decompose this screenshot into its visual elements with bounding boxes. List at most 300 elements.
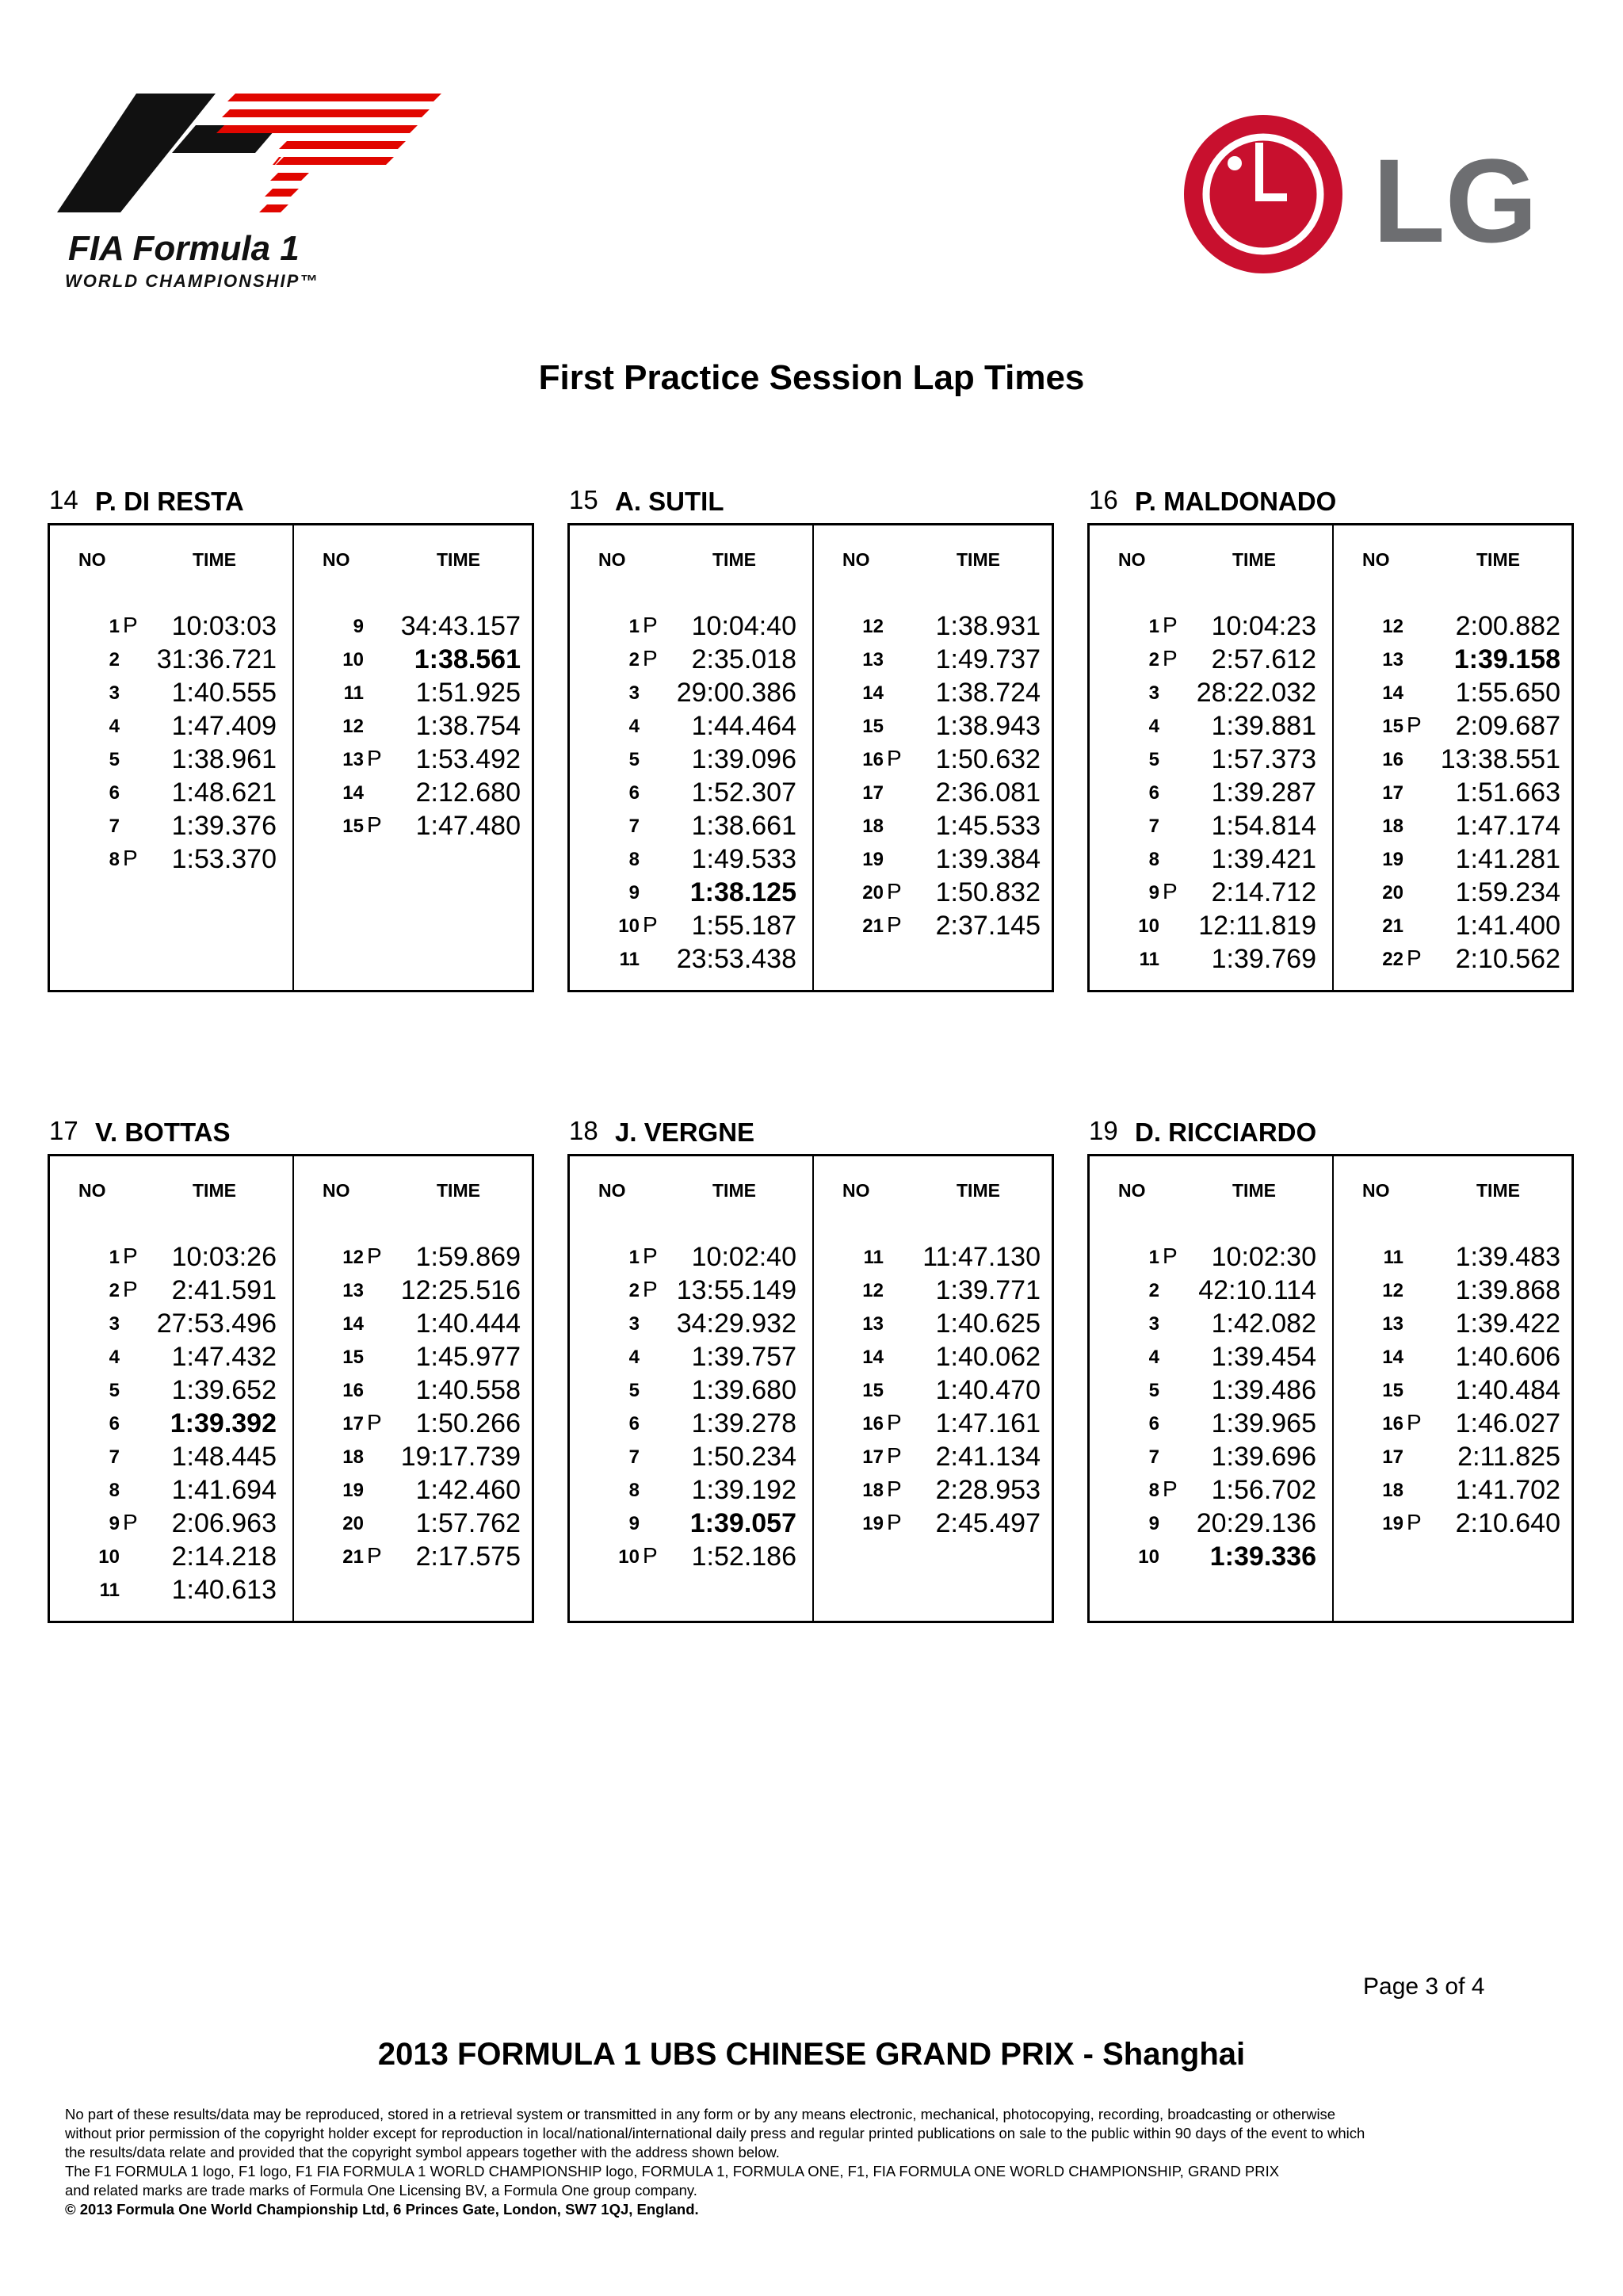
copyright-line: © 2013 Formula One World Championship Ltd, 6 Princes Gate, London, SW7 1QJ, England. [65,2201,699,2218]
lap-time: 2:06.963 [171,1508,277,1538]
lap-row [1334,744,1576,777]
lap-time: 2:45.497 [935,1508,1041,1538]
lap-row [570,1342,812,1375]
lap-row [294,1508,537,1541]
lap-number: 3 [628,1313,640,1335]
lap-time: 1:39.486 [1211,1375,1316,1405]
lap-row [570,1308,812,1342]
lap-number: 9 [1148,1513,1159,1534]
lap-number: 15 [1382,716,1403,737]
lap-number: 3 [1148,682,1159,704]
lap-number: 21 [342,1546,364,1568]
lap-time: 1:59.234 [1455,877,1560,907]
lap-time: 1:45.977 [415,1342,521,1372]
lap-row [814,777,1056,811]
lap-row [570,1408,812,1442]
driver-name: A. SUTIL [615,487,724,516]
lap-number: 8 [628,1480,640,1501]
header-no: NO [842,549,870,570]
lap-number: 19 [1382,849,1403,870]
lap-number: 14 [1382,682,1403,704]
lap-time: 1:47.161 [935,1408,1041,1438]
lap-time: 1:39.454 [1211,1342,1316,1372]
lap-rows [570,1242,812,1575]
lap-rows [50,611,292,877]
lap-row [570,1475,812,1508]
lap-time: 1:40.062 [935,1342,1041,1372]
lap-time: 2:37.145 [935,911,1041,941]
lap-time: 1:40.625 [935,1308,1041,1339]
lap-rows [814,1242,1056,1541]
lap-row [1334,777,1576,811]
lap-number: 9 [628,882,640,904]
lap-row [294,644,537,678]
lap-number: 3 [109,1313,120,1335]
lap-time: 1:59.869 [415,1242,521,1272]
lap-row [814,1375,1056,1408]
lap-row [814,911,1056,944]
lap-number: 16 [862,1413,884,1435]
lap-number: 11 [343,682,364,704]
header-time: TIME [957,1180,1000,1201]
lap-time: 1:40.555 [171,678,277,708]
lap-time: 2:12.680 [415,777,521,808]
lap-time: 1:39.757 [691,1342,796,1372]
driver-number: 19 [1089,1116,1118,1145]
lap-number: 4 [628,716,640,737]
lap-number: 18 [1382,816,1403,837]
lap-number: 9 [628,1513,640,1534]
lap-number: 13 [1382,649,1403,670]
lap-number: 6 [1148,782,1159,804]
lap-times-table [48,1154,534,1623]
lap-number: 8 [1148,849,1159,870]
lap-number: 14 [862,1347,884,1368]
lap-row [570,844,812,877]
lap-time: 1:39.376 [171,811,277,841]
lap-time: 1:40.484 [1455,1375,1560,1405]
lap-time: 2:10.562 [1455,944,1560,974]
lap-row [50,1408,292,1442]
lap-number: 4 [1148,1347,1159,1368]
lap-time: 1:39.696 [1211,1442,1316,1472]
lap-time: 1:41.400 [1455,911,1560,941]
lap-row [814,1275,1056,1308]
pit-marker: P [1163,1477,1178,1501]
lap-time: 28:22.032 [1196,678,1316,708]
pit-marker: P [1163,646,1178,670]
pit-marker: P [643,1244,658,1268]
lap-time: 1:39.868 [1455,1275,1560,1305]
header-time: TIME [712,1180,756,1201]
lap-number: 5 [1148,749,1159,770]
lap-number: 12 [1382,1280,1403,1301]
pit-marker: P [1163,613,1178,637]
lap-row [570,811,812,844]
header-no: NO [1362,1180,1390,1201]
lap-row [294,1541,537,1575]
driver-name: J. VERGNE [615,1117,755,1147]
pit-marker: P [887,1477,902,1501]
lap-time: 1:46.027 [1455,1408,1560,1438]
lap-row [50,678,292,711]
driver-block [1087,1106,1579,1572]
lap-number: 7 [628,1446,640,1468]
header-no: NO [842,1180,870,1201]
lap-time: 1:38.961 [171,744,277,774]
pit-marker: P [1407,1410,1422,1435]
lap-number: 12 [862,1280,884,1301]
lap-time: 1:53.370 [171,844,277,874]
f1-logo-subtitle: WORLD CHAMPIONSHIP™ [65,271,319,291]
best-lap-time: 1:38.125 [689,877,796,907]
lap-row [1334,1375,1576,1408]
lap-row [1334,1442,1576,1475]
header-no: NO [1362,549,1390,570]
lap-row [50,844,292,877]
lap-number: 16 [1382,749,1403,770]
lap-number: 10 [618,915,640,937]
lap-row [294,711,537,744]
lap-row [294,744,537,777]
lap-time: 1:42.082 [1211,1308,1316,1339]
lap-time: 2:11.825 [1457,1442,1560,1472]
lap-time: 1:41.694 [171,1475,277,1505]
lap-number: 18 [1382,1480,1403,1501]
driver-number: 16 [1089,485,1118,514]
pit-marker: P [643,1277,658,1301]
lap-rows [1090,1242,1332,1575]
lap-time: 1:47.432 [171,1342,277,1372]
lap-row [814,811,1056,844]
best-lap-time: 1:39.392 [170,1408,277,1438]
lap-time: 10:04:40 [691,611,796,641]
lap-row [570,944,812,977]
lap-time: 1:49.533 [691,844,796,874]
lap-row [294,1408,537,1442]
header-time: TIME [1476,1180,1520,1201]
lap-row [570,1275,812,1308]
lap-number: 19 [862,849,884,870]
lap-time: 1:50.234 [691,1442,796,1472]
lap-row [1334,1275,1576,1308]
lap-row [1090,1541,1332,1575]
lap-time: 1:50.632 [935,744,1041,774]
lap-number: 3 [109,682,120,704]
lap-row [814,644,1056,678]
lap-row [1090,911,1332,944]
lap-time: 1:40.558 [415,1375,521,1405]
driver-number: 15 [569,485,598,514]
lap-time: 1:56.702 [1211,1475,1316,1505]
lap-time: 1:55.187 [691,911,796,941]
lap-row [50,811,292,844]
lap-rows [1334,611,1576,977]
lap-row [1334,844,1576,877]
lap-number: 14 [1382,1347,1403,1368]
lap-row [50,1275,292,1308]
lap-row [294,1308,537,1342]
lap-row [814,678,1056,711]
lap-row [294,1342,537,1375]
lap-time: 10:03:03 [171,611,277,641]
lap-row [50,1541,292,1575]
lap-number: 5 [628,1380,640,1401]
lap-number: 3 [1148,1313,1159,1335]
header-time: TIME [193,549,236,570]
lap-row [50,1375,292,1408]
lap-row [814,1242,1056,1275]
lap-number: 2 [1148,649,1159,670]
lap-row [570,711,812,744]
lap-number: 12 [342,1247,364,1268]
lap-time: 1:41.281 [1455,844,1560,874]
best-lap-time: 1:39.336 [1209,1541,1316,1572]
lap-time: 2:09.687 [1455,711,1560,741]
lg-logo-text: LG [1373,134,1538,267]
disclaimer-line: without prior permission of the copyright holder except for reproduction in local/national/international daily press and regular printed publications on sale to the public within 90 days of the event to which [65,2125,1365,2141]
lap-number: 14 [342,782,364,804]
lap-time: 12:11.819 [1198,911,1316,941]
lap-time: 1:38.943 [935,711,1041,741]
lap-number: 1 [628,1247,640,1268]
lap-row [50,1308,292,1342]
lap-time: 1:40.613 [171,1575,277,1605]
lap-rows [814,611,1056,944]
lap-time: 2:00.882 [1455,611,1560,641]
lap-row [570,1541,812,1575]
lap-number: 1 [109,616,120,637]
lap-row [1090,1275,1332,1308]
lap-row [1334,1508,1576,1541]
header-time: TIME [1232,1180,1276,1201]
lap-number: 9 [353,616,364,637]
best-lap-time: 1:39.057 [689,1508,796,1538]
lap-number: 14 [862,682,884,704]
lap-number: 15 [1382,1380,1403,1401]
lap-number: 2 [109,1280,120,1301]
lap-row [50,1475,292,1508]
lap-number: 6 [109,782,120,804]
lap-time: 1:39.384 [935,844,1041,874]
f1-logo-title: FIA Formula 1 [68,229,300,268]
lap-row [1334,1342,1576,1375]
lap-number: 7 [109,816,120,837]
lap-row [1334,1308,1576,1342]
lap-number: 13 [862,649,884,670]
header-no: NO [598,1180,626,1201]
lap-number: 13 [342,1280,364,1301]
lap-number: 9 [1148,882,1159,904]
lap-time: 1:57.373 [1211,744,1316,774]
disclaimer [65,2105,1555,2219]
lap-time: 2:36.081 [935,777,1041,808]
lap-time: 1:39.287 [1211,777,1316,808]
lap-time: 27:53.496 [156,1308,277,1339]
lap-time: 29:00.386 [676,678,796,708]
lap-number: 2 [628,649,640,670]
header-no: NO [78,1180,106,1201]
lap-rows [570,611,812,977]
header-no: NO [598,549,626,570]
lap-number: 8 [628,849,640,870]
lap-number: 20 [1382,882,1403,904]
lap-number: 17 [862,782,884,804]
lap-row [1334,644,1576,678]
pit-marker: P [1407,946,1422,970]
lap-time: 1:51.663 [1455,777,1560,808]
pit-marker: P [887,1410,902,1435]
lap-row [294,1275,537,1308]
lap-row [50,1242,292,1275]
lap-time: 1:48.445 [171,1442,277,1472]
lap-row [294,1442,537,1475]
driver-name: P. DI RESTA [95,487,244,516]
lap-time: 1:47.409 [171,711,277,741]
pit-marker: P [887,1443,902,1468]
lap-number: 9 [109,1513,120,1534]
lap-number: 11 [1383,1247,1403,1268]
best-lap-time: 1:39.158 [1453,644,1560,674]
lap-time: 13:55.149 [676,1275,796,1305]
header-no: NO [323,1180,350,1201]
lap-number: 8 [109,1480,120,1501]
driver-number: 17 [49,1116,78,1145]
lap-times-table [48,523,534,992]
lap-row [814,1308,1056,1342]
lap-row [814,844,1056,877]
lap-number: 22 [1382,949,1403,970]
lap-time: 12:25.516 [400,1275,521,1305]
pit-marker: P [123,1277,138,1301]
lap-time: 1:47.480 [415,811,521,841]
lap-number: 2 [628,1280,640,1301]
lap-number: 19 [342,1480,364,1501]
lap-row [570,777,812,811]
lap-row [814,1442,1056,1475]
lap-number: 17 [342,1413,364,1435]
lap-number: 17 [862,1446,884,1468]
lap-row [50,1575,292,1608]
header-time: TIME [712,549,756,570]
lap-row [1334,1242,1576,1275]
lap-number: 13 [1382,1313,1403,1335]
lap-time: 2:57.612 [1211,644,1316,674]
lap-time: 10:02:30 [1211,1242,1316,1272]
lap-time: 20:29.136 [1196,1508,1316,1538]
lap-time: 1:39.096 [691,744,796,774]
lap-row [294,611,537,644]
lap-row [50,711,292,744]
pit-marker: P [123,1244,138,1268]
lap-number: 6 [628,1413,640,1435]
lap-time: 2:14.712 [1211,877,1316,907]
lap-times-table [1087,1154,1574,1623]
lap-number: 1 [109,1247,120,1268]
lap-number: 10 [1138,915,1159,937]
event-title: 2013 FORMULA 1 UBS CHINESE GRAND PRIX - Shanghai [377,2037,1246,2072]
lap-number: 10 [618,1546,640,1568]
lap-number: 10 [342,649,364,670]
lap-number: 11 [863,1247,884,1268]
lap-row [570,1442,812,1475]
lap-time: 2:14.218 [171,1541,277,1572]
lap-row [294,1375,537,1408]
document-title: First Practice Session Lap Times [538,358,1085,397]
lap-rows [1334,1242,1576,1541]
lap-number: 8 [1148,1480,1159,1501]
lap-time: 1:39.965 [1211,1408,1316,1438]
lap-number: 5 [109,749,120,770]
pit-marker: P [1163,1244,1178,1268]
lap-time: 2:41.591 [171,1275,277,1305]
lap-row [814,1408,1056,1442]
lap-rows [1090,611,1332,977]
lap-rows [294,1242,537,1575]
lap-row [1334,611,1576,644]
lap-row [1090,944,1332,977]
lap-time: 2:28.953 [935,1475,1041,1505]
lap-number: 4 [109,716,120,737]
lap-number: 20 [862,882,884,904]
lap-time: 1:40.606 [1455,1342,1560,1372]
lap-time: 1:51.925 [415,678,521,708]
lap-number: 19 [862,1513,884,1534]
lg-logo [1182,111,1563,277]
lap-time: 19:17.739 [400,1442,521,1472]
pit-marker: P [643,1543,658,1568]
lap-number: 11 [1139,949,1159,970]
lap-times-table [567,523,1054,992]
lap-time: 1:42.460 [415,1475,521,1505]
lap-number: 11 [619,949,640,970]
lap-time: 13:38.551 [1440,744,1560,774]
lap-number: 14 [342,1313,364,1335]
lap-time: 2:35.018 [691,644,796,674]
lap-number: 12 [862,616,884,637]
pit-marker: P [887,746,902,770]
lap-number: 13 [862,1313,884,1335]
lap-row [1334,1475,1576,1508]
lap-row [1334,944,1576,977]
lap-row [570,1508,812,1541]
lap-number: 1 [1148,616,1159,637]
lap-number: 4 [1148,716,1159,737]
lap-number: 15 [342,816,364,837]
lap-time: 1:39.881 [1211,711,1316,741]
lap-times-table [1087,523,1574,992]
lap-number: 15 [342,1347,364,1368]
lap-time: 1:57.762 [415,1508,521,1538]
f1-logo [57,94,469,300]
lap-row [1090,811,1332,844]
lap-time: 34:29.932 [676,1308,796,1339]
lap-row [814,1508,1056,1541]
pit-marker: P [643,646,658,670]
lap-time: 1:38.754 [415,711,521,741]
lap-number: 18 [862,816,884,837]
lap-time: 1:38.931 [935,611,1041,641]
lap-row [814,744,1056,777]
lap-row [50,644,292,678]
disclaimer-line: and related marks are trade marks of Formula One Licensing BV, a Formula One group company. [65,2182,697,2199]
lap-row [1090,1475,1332,1508]
lap-time: 34:43.157 [400,611,521,641]
pit-marker: P [123,1510,138,1534]
header-no: NO [1118,1180,1146,1201]
lap-row [294,1242,537,1275]
lap-row [1334,1408,1576,1442]
